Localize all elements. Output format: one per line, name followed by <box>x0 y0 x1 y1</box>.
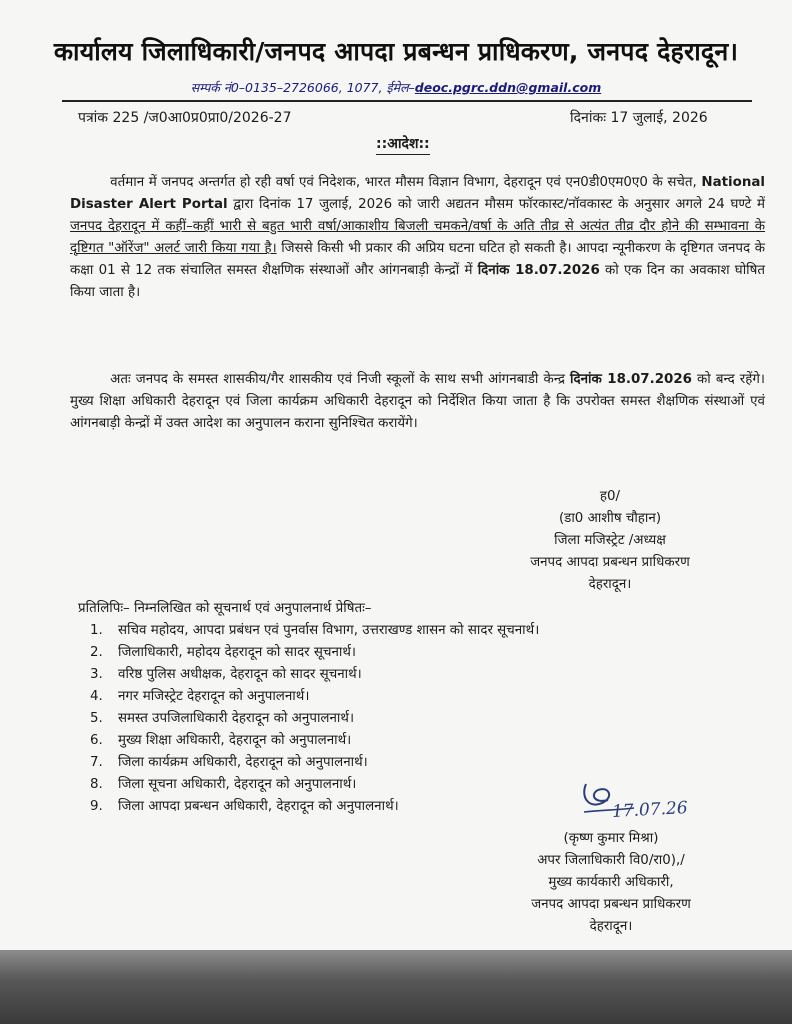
contact-line <box>0 79 792 96</box>
copy-to-list <box>90 620 539 818</box>
list-item <box>90 796 539 818</box>
item-number: 4. <box>90 689 103 704</box>
signatory-2-org: जनपद आपदा प्रबन्धन प्राधिकरण <box>531 897 691 912</box>
reference-date: दिनांकः 17 जुलाई, 2026 <box>570 110 708 126</box>
item-text: समस्त उपजिलाधिकारी देहरादून को अनुपालनार्थ। <box>118 711 355 726</box>
order-heading: ::आदेश:: <box>376 134 430 155</box>
bottom-shadow <box>0 950 792 1024</box>
signatory-block-2 <box>496 828 726 938</box>
order-paragraph-1 <box>70 172 765 304</box>
signatory-1-designation: जिला मजिस्ट्रेट /अध्यक्ष <box>554 533 666 548</box>
item-number: 7. <box>90 755 103 770</box>
signatory-2-role: मुख्य कार्यकारी अधिकारी, <box>548 875 674 890</box>
p1-holiday-date: दिनांक 18.07.2026 <box>477 263 600 278</box>
list-item <box>90 730 539 752</box>
p1-text-c: जिससे किसी भी प्रकार की अप्रिय घटना घटित हो सकती है। आपदा न्यूनीकरण के दृष्टिगत जनपद के कक्षा 01 से 12 तक संचालित समस्त शैक्षणिक संस्थाओं और आंगनबाड़ी केन्द्रों में <box>70 241 765 278</box>
signatory-2-name: (कृष्ण कुमार मिश्रा) <box>563 831 659 846</box>
item-text: वरिष्ठ पुलिस अधीक्षक, देहरादून को सादर सूचनार्थ। <box>118 667 362 682</box>
signatory-1-place: देहरादून। <box>588 577 632 592</box>
item-text: मुख्य शिक्षा अधिकारी, देहरादून को अनुपालनार्थ। <box>118 733 352 748</box>
item-text: जिला सूचना अधिकारी, देहरादून को अनुपालनार्थ। <box>118 777 357 792</box>
header-divider <box>62 100 752 102</box>
item-text: नगर मजिस्ट्रेट देहरादून को अनुपालनार्थ। <box>118 689 310 704</box>
item-number: 1. <box>90 623 103 638</box>
order-paragraph-2 <box>70 369 765 435</box>
p1-text-d: को एक दिन का अवकाश घोषित किया जाता है। <box>70 263 766 300</box>
list-item <box>90 642 539 664</box>
list-item <box>90 774 539 796</box>
signatory-1-name: (डा0 आशीष चौहान) <box>558 511 662 526</box>
item-number: 8. <box>90 777 103 792</box>
item-number: 6. <box>90 733 103 748</box>
email-link[interactable]: deoc.pgrc.ddn@gmail.com <box>414 80 602 95</box>
signatory-1-org: जनपद आपदा प्रबन्धन प्राधिकरण <box>530 555 690 570</box>
signatory-2-place: देहरादून। <box>589 919 633 934</box>
p1-alert-text: जनपद देहरादून में कहीं–कहीं भारी से बहुत भारी वर्षा/आकाशीय बिजली चमकने/वर्षा के अति तीव्र से अत्यंत तीव्र दौर होने की सम्भावना के दृष्टिगत "ऑरेंज" अलर्ट जारी किया गया है। <box>70 219 765 256</box>
signatory-block-1 <box>500 486 720 596</box>
item-text: जिलाधिकारी, महोदय देहरादून को सादर सूचनार्थ। <box>118 645 357 660</box>
list-item <box>90 752 539 774</box>
item-text: सचिव महोदय, आपदा प्रबंधन एवं पुनर्वास विभाग, उत्तराखण्ड शासन को सादर सूचनार्थ। <box>118 623 540 638</box>
item-text: जिला कार्यक्रम अधिकारी, देहरादून को अनुपालनार्थ। <box>118 755 368 770</box>
p1-text-a: वर्तमान में जनपद अन्तर्गत हो रही वर्षा एवं निदेशक, भारत मौसम विज्ञान विभाग, देहरादून एवं एन0डी0एम0ए0 के सचेत, <box>110 175 702 190</box>
p1-text-b: द्वारा दिनांक 17 जुलाई, 2026 को जारी अद्यतन मौसम फॉरकास्ट/नॉवकास्ट के अनुसार अगले 24 घण्टे में <box>227 197 765 212</box>
item-number: 9. <box>90 799 103 814</box>
p2-text-b: को बन्द रहेंगे। मुख्य शिक्षा अधिकारी देहरादून एवं जिला कार्यक्रम अधिकारी देहरादून को निर्देशित किया जाता है कि उपरोक्त समस्त शैक्षणिक संस्थाओं एवं आंगनबाड़ी केन्द्रों में उक्त आदेश का अनुपालन कराना सुनिश्चित करायेंगे। <box>70 372 765 431</box>
signatory-2-designation: अपर जिलाधिकारी वि0/रा0),/ <box>537 853 685 868</box>
signed-mark: ह0/ <box>599 489 621 504</box>
item-number: 3. <box>90 667 103 682</box>
list-item <box>90 686 539 708</box>
contact-text: सम्पर्क नं0–0135–2726066, 1077, ईमेल– <box>190 80 415 95</box>
handwritten-date: 17.07.26 <box>611 798 689 822</box>
item-number: 5. <box>90 711 103 726</box>
p2-closure-date: दिनांक 18.07.2026 <box>570 372 692 387</box>
list-item <box>90 664 539 686</box>
copy-to-heading: प्रतिलिपिः– निम्नलिखित को सूचनार्थ एवं अनुपालनार्थ प्रेषितः– <box>78 601 372 616</box>
list-item <box>90 620 539 642</box>
item-text: जिला आपदा प्रबन्धन अधिकारी, देहरादून को अनुपालनार्थ। <box>118 799 399 814</box>
item-number: 2. <box>90 645 103 660</box>
reference-number: पत्रांक 225 /ज0आ0प्र0प्रा0/2026-27 <box>78 110 292 126</box>
p2-text-a: अतः जनपद के समस्त शासकीय/गैर शासकीय एवं निजी स्कूलों के साथ सभी आंगनबाडी केन्द्र <box>110 372 571 387</box>
office-title: कार्यालय जिलाधिकारी/जनपद आपदा प्रबन्धन प्राधिकरण, जनपद देहरादून। <box>53 37 739 66</box>
p1-portal-name: National Disaster Alert Portal <box>70 175 765 212</box>
list-item <box>90 708 539 730</box>
